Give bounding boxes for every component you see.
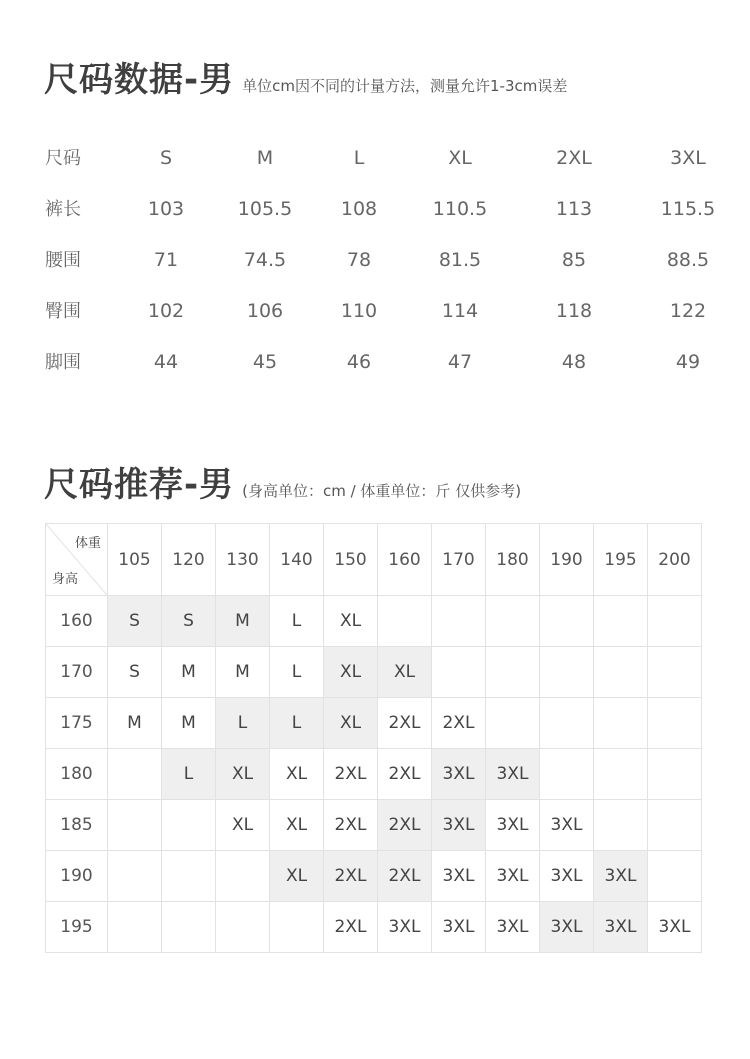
size-value: 115.5 — [660, 198, 716, 220]
size-recommend-cell: L — [270, 596, 324, 647]
size-recommend-cell — [540, 749, 594, 800]
size-header-cell: L — [353, 147, 365, 169]
size-recommend-cell — [486, 698, 540, 749]
size-value: 105.5 — [237, 198, 293, 220]
size-recommend-cell: S — [108, 596, 162, 647]
size-value: 74.5 — [243, 249, 287, 271]
size-value: 103 — [147, 198, 185, 220]
size-recommend-cell: 2XL — [378, 698, 432, 749]
size-recommend-cell: M — [216, 647, 270, 698]
size-recommend-cell: 2XL — [432, 698, 486, 749]
size-recommend-cell: 3XL — [540, 851, 594, 902]
size-value: 113 — [555, 198, 593, 220]
size-recommend-cell: 3XL — [432, 902, 486, 953]
size-value: 48 — [561, 351, 587, 373]
size-header-row — [0, 133, 750, 184]
size-header-cell: 2XL — [556, 147, 592, 169]
size-recommend-cell — [540, 698, 594, 749]
size-recommend-title-row — [44, 457, 521, 506]
size-recommend-cell — [162, 851, 216, 902]
grid-corner-cell — [46, 524, 108, 596]
size-value: 106 — [246, 300, 284, 322]
size-row-label: 腰围 — [45, 250, 81, 271]
weight-header-cell: 160 — [378, 524, 432, 596]
size-data-subtitle: 单位cm因不同的计量方法，测量允许1-3cm误差 — [242, 77, 568, 95]
size-data-title-row — [44, 52, 567, 101]
size-recommend-subtitle: (身高单位：cm / 体重单位：斤 仅供参考) — [242, 482, 522, 500]
size-header-cell: XL — [448, 147, 472, 169]
size-recommend-cell — [594, 749, 648, 800]
height-label-cell: 190 — [46, 851, 108, 902]
size-recommend-cell: XL — [324, 698, 378, 749]
size-data-table — [0, 133, 750, 388]
size-recommend-cell: 2XL — [324, 800, 378, 851]
size-row-pants-length — [0, 184, 750, 235]
size-value: 114 — [441, 300, 479, 322]
size-value: 44 — [153, 351, 179, 373]
size-data-title: 尺码数据-男 — [44, 60, 235, 100]
size-value: 110 — [340, 300, 378, 322]
size-value: 88.5 — [666, 249, 710, 271]
size-value: 81.5 — [438, 249, 482, 271]
size-recommend-cell: L — [216, 698, 270, 749]
size-recommend-cell — [648, 647, 702, 698]
size-value: 118 — [555, 300, 593, 322]
size-recommend-cell: L — [270, 647, 324, 698]
size-recommend-cell — [594, 647, 648, 698]
size-recommend-cell: 3XL — [432, 800, 486, 851]
weight-header-cell: 130 — [216, 524, 270, 596]
size-recommend-cell: 3XL — [540, 800, 594, 851]
weight-header-cell: 120 — [162, 524, 216, 596]
size-recommend-title: 尺码推荐-男 — [44, 465, 235, 505]
size-value: 110.5 — [432, 198, 488, 220]
size-recommend-cell: 2XL — [324, 902, 378, 953]
size-recommend-cell — [432, 596, 486, 647]
size-recommend-cell: 2XL — [378, 851, 432, 902]
size-recommend-cell: 3XL — [486, 800, 540, 851]
size-recommend-cell — [540, 647, 594, 698]
height-label-cell: 195 — [46, 902, 108, 953]
weight-header-cell: 195 — [594, 524, 648, 596]
size-recommend-cell: XL — [378, 647, 432, 698]
size-value: 85 — [561, 249, 587, 271]
grid-body — [46, 524, 702, 953]
size-recommend-cell — [162, 902, 216, 953]
size-header-cell: M — [256, 147, 274, 169]
size-recommend-cell: 2XL — [378, 749, 432, 800]
size-header-cell: S — [159, 147, 173, 169]
size-row-label: 臀围 — [45, 301, 81, 322]
height-row — [46, 749, 702, 800]
weight-header-cell: 150 — [324, 524, 378, 596]
height-label-cell: 160 — [46, 596, 108, 647]
size-recommend-cell — [648, 851, 702, 902]
size-recommend-cell — [648, 749, 702, 800]
size-row-waist — [0, 235, 750, 286]
weight-header-row — [46, 524, 702, 596]
size-recommend-cell — [108, 800, 162, 851]
size-value: 49 — [675, 351, 701, 373]
size-header-cell: 3XL — [670, 147, 706, 169]
size-recommend-cell: S — [162, 596, 216, 647]
weight-header-cell: 180 — [486, 524, 540, 596]
size-recommend-cell — [648, 698, 702, 749]
size-value: 102 — [147, 300, 185, 322]
size-recommend-cell — [486, 596, 540, 647]
size-row-hip — [0, 286, 750, 337]
size-recommend-cell: M — [108, 698, 162, 749]
size-header-label: 尺码 — [45, 148, 81, 169]
size-recommend-cell: 3XL — [594, 851, 648, 902]
height-row — [46, 902, 702, 953]
size-recommend-cell — [648, 596, 702, 647]
height-label-cell: 175 — [46, 698, 108, 749]
size-recommend-cell: XL — [324, 596, 378, 647]
size-recommend-cell — [486, 647, 540, 698]
size-value: 47 — [447, 351, 473, 373]
size-recommend-cell: 3XL — [432, 851, 486, 902]
size-row-label: 裤长 — [45, 199, 81, 220]
size-recommend-cell: M — [162, 698, 216, 749]
size-row-leg-opening — [0, 337, 750, 388]
size-recommend-cell: M — [162, 647, 216, 698]
size-recommend-cell: 3XL — [486, 902, 540, 953]
size-recommend-cell: XL — [270, 851, 324, 902]
size-recommend-cell: S — [108, 647, 162, 698]
size-recommend-cell — [216, 902, 270, 953]
size-recommend-cell — [108, 749, 162, 800]
size-recommend-cell — [594, 698, 648, 749]
size-recommend-cell: 3XL — [432, 749, 486, 800]
size-recommend-cell: XL — [324, 647, 378, 698]
height-label-cell: 180 — [46, 749, 108, 800]
height-label-cell: 185 — [46, 800, 108, 851]
size-recommend-cell: M — [216, 596, 270, 647]
height-row — [46, 851, 702, 902]
weight-header-cell: 190 — [540, 524, 594, 596]
size-value: 78 — [346, 249, 372, 271]
size-value: 46 — [346, 351, 372, 373]
size-recommend-cell — [594, 596, 648, 647]
size-recommend-cell: XL — [270, 800, 324, 851]
weight-header-cell: 170 — [432, 524, 486, 596]
size-recommend-cell — [162, 800, 216, 851]
corner-weight-label: 体重 — [74, 536, 101, 551]
size-value: 108 — [340, 198, 378, 220]
weight-header-cell: 200 — [648, 524, 702, 596]
size-recommend-cell: 2XL — [378, 800, 432, 851]
size-recommend-grid — [45, 523, 702, 953]
size-row-label: 脚围 — [45, 352, 81, 373]
size-recommend-cell: L — [162, 749, 216, 800]
weight-header-cell: 140 — [270, 524, 324, 596]
height-row — [46, 647, 702, 698]
size-recommend-cell: 3XL — [648, 902, 702, 953]
grid-corner — [46, 524, 107, 595]
height-row — [46, 698, 702, 749]
size-recommend-cell — [432, 647, 486, 698]
size-recommend-cell — [108, 851, 162, 902]
size-recommend-cell: XL — [216, 749, 270, 800]
size-recommend-cell — [216, 851, 270, 902]
size-recommend-cell: L — [270, 698, 324, 749]
size-recommend-cell: 2XL — [324, 851, 378, 902]
size-recommend-cell: XL — [216, 800, 270, 851]
size-recommend-cell: 2XL — [324, 749, 378, 800]
size-recommend-cell — [108, 902, 162, 953]
size-recommend-cell — [270, 902, 324, 953]
size-recommend-cell: 3XL — [378, 902, 432, 953]
size-recommend-cell — [594, 800, 648, 851]
size-recommend-cell: 3XL — [594, 902, 648, 953]
size-value: 122 — [669, 300, 707, 322]
size-recommend-cell: XL — [270, 749, 324, 800]
size-recommend-cell: 3XL — [486, 749, 540, 800]
size-recommend-cell — [540, 596, 594, 647]
weight-header-cell: 105 — [108, 524, 162, 596]
size-recommend-cell: 3XL — [486, 851, 540, 902]
size-recommend-cell: 3XL — [540, 902, 594, 953]
size-recommend-cell — [648, 800, 702, 851]
height-row — [46, 596, 702, 647]
corner-height-label: 身高 — [52, 572, 79, 587]
size-value: 45 — [252, 351, 278, 373]
height-row — [46, 800, 702, 851]
size-value: 71 — [153, 249, 179, 271]
size-recommend-cell — [378, 596, 432, 647]
height-label-cell: 170 — [46, 647, 108, 698]
